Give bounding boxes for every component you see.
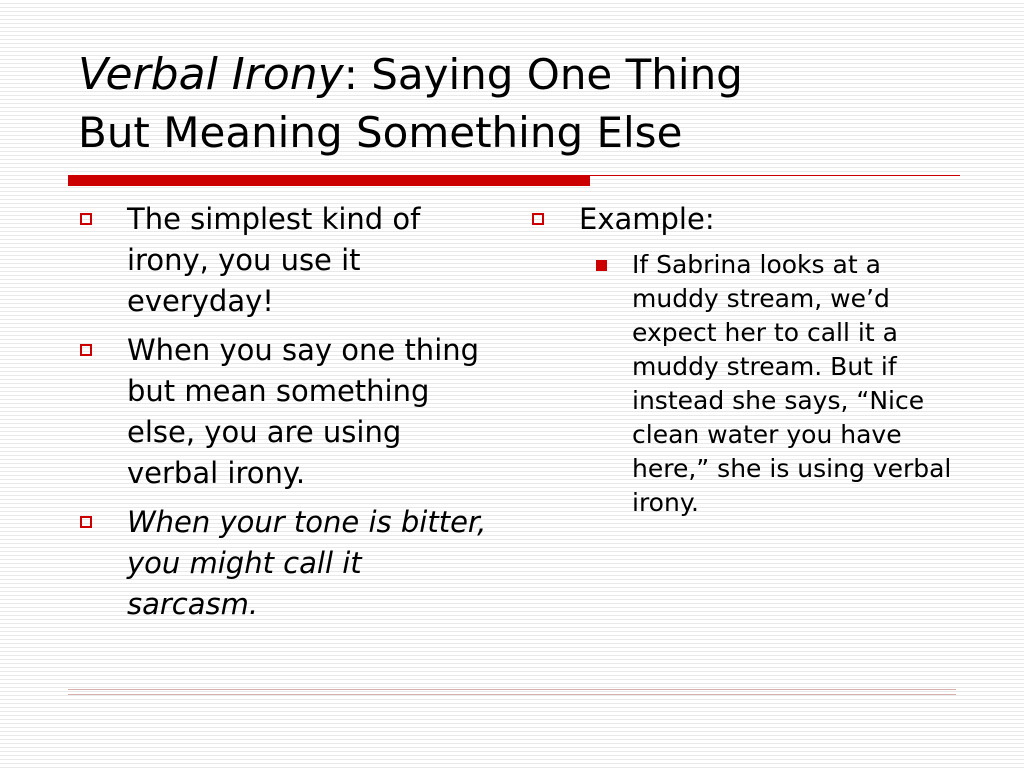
hollow-square-bullet-icon [532,213,544,225]
hollow-square-bullet-icon [80,516,92,528]
bullet-text: When you say one thing but mean something else, you are using verbal irony. [127,333,480,490]
hollow-square-bullet-icon [80,344,92,356]
bullet-item [78,330,488,494]
title-divider-thick [68,175,590,186]
footer-divider [68,694,956,695]
title-rest: : Saying One Thing [343,50,743,99]
slide-title [78,46,978,162]
left-column [78,199,488,633]
sub-bullet-item [584,248,970,520]
bullet-item [78,199,488,322]
footer-divider [68,689,956,690]
bullet-text: When your tone is bitter, you might call it sarcasm. [127,505,487,621]
hollow-square-bullet-icon [80,213,92,225]
filled-square-bullet-icon [596,260,607,271]
bullet-item [530,199,970,240]
bullet-item [78,502,488,625]
bullet-text: Example: [579,202,715,236]
bullet-text: The simplest kind of irony, you use it everyday! [127,202,421,318]
title-divider-thin [590,175,960,176]
right-column [530,199,970,520]
title-emphasis: Verbal Irony [78,49,344,100]
sub-bullet-text: If Sabrina looks at a muddy stream, we’d expect her to call it a muddy stream. But if instead she says, “Nice clean water you have here,” she is using verbal irony. [632,250,952,517]
title-line-2: But Meaning Something Else [78,108,683,157]
